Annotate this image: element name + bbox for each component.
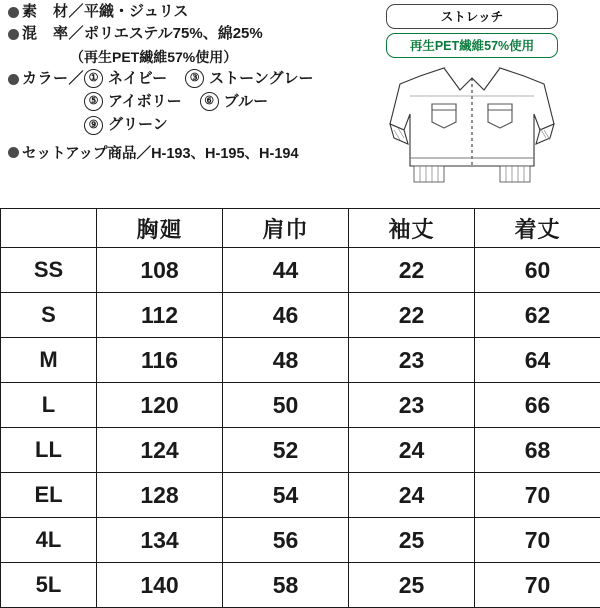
color-row (8, 69, 368, 139)
color-number-3: ③ (185, 69, 204, 88)
table-row (1, 518, 600, 563)
table-row (1, 428, 600, 473)
color-name-3: ストーングレー (209, 69, 313, 89)
shoulder-value: 48 (223, 338, 349, 383)
shoulder-value: 54 (223, 473, 349, 518)
shoulder-value: 56 (223, 518, 349, 563)
badge-recycled-pet: 再生PET繊維57%使用 (386, 33, 558, 58)
material-value: 平織・ジュリス (84, 2, 188, 22)
size-label: L (1, 383, 97, 428)
blend-label: 混 率／ (22, 24, 84, 44)
blend-row (8, 24, 368, 44)
size-label: M (1, 338, 97, 383)
shoulder-value: 58 (223, 563, 349, 608)
chest-value: 134 (97, 518, 223, 563)
table-row (1, 473, 600, 518)
size-label: 5L (1, 563, 97, 608)
color-name-9: グリーン (108, 115, 168, 135)
badge-stretch: ストレッチ (386, 4, 558, 29)
size-label: LL (1, 428, 97, 473)
size-table-header-2: 肩巾 (223, 209, 349, 248)
size-table (0, 208, 600, 608)
length-value: 66 (475, 383, 600, 428)
table-row (1, 383, 600, 428)
specification-area (0, 0, 600, 208)
size-table-wrapper (0, 208, 600, 608)
color-line-2 (84, 92, 332, 112)
setup-label: セットアップ商品／ (22, 142, 151, 163)
color-name-6: ブルー (224, 92, 268, 112)
color-number-9: ⑨ (84, 116, 103, 135)
color-name-1: ネイビー (108, 69, 167, 89)
sleeve-value: 22 (349, 248, 475, 293)
color-number-6: ⑥ (200, 92, 219, 111)
sleeve-value: 24 (349, 473, 475, 518)
length-value: 64 (475, 338, 600, 383)
chest-value: 124 (97, 428, 223, 473)
blend-sub-value: （再生PET繊維57%使用） (70, 47, 368, 67)
length-value: 60 (475, 248, 600, 293)
sleeve-value: 25 (349, 563, 475, 608)
chest-value: 116 (97, 338, 223, 383)
bullet-icon (8, 147, 19, 158)
table-row (1, 338, 600, 383)
shoulder-value: 44 (223, 248, 349, 293)
size-label: SS (1, 248, 97, 293)
bullet-icon (8, 29, 19, 40)
size-label: 4L (1, 518, 97, 563)
sleeve-value: 24 (349, 428, 475, 473)
blend-value: ポリエステル75%、綿25% (84, 24, 263, 44)
table-row (1, 563, 600, 608)
color-label: カラー／ (22, 69, 84, 89)
size-table-header-row (1, 209, 600, 248)
color-line-3 (84, 115, 332, 135)
short-sleeve-shirt-icon (348, 62, 596, 190)
size-table-header-4: 着丈 (475, 209, 600, 248)
chest-value: 112 (97, 293, 223, 338)
sleeve-value: 25 (349, 518, 475, 563)
setup-value: H-193、H-195、H-194 (151, 142, 298, 163)
table-row (1, 248, 600, 293)
shoulder-value: 50 (223, 383, 349, 428)
size-table-header-1: 胸廻 (97, 209, 223, 248)
length-value: 70 (475, 473, 600, 518)
illustration-area (348, 0, 596, 208)
bullet-icon (8, 7, 19, 18)
shoulder-value: 46 (223, 293, 349, 338)
chest-value: 120 (97, 383, 223, 428)
shoulder-value: 52 (223, 428, 349, 473)
specification-list (8, 2, 368, 163)
chest-value: 140 (97, 563, 223, 608)
length-value: 68 (475, 428, 600, 473)
chest-value: 108 (97, 248, 223, 293)
length-value: 70 (475, 518, 600, 563)
bullet-icon (8, 74, 19, 85)
color-list (84, 69, 332, 139)
material-label: 素 材／ (22, 2, 84, 22)
sleeve-value: 23 (349, 338, 475, 383)
material-row (8, 2, 368, 22)
color-line-1 (84, 69, 332, 89)
chest-value: 128 (97, 473, 223, 518)
length-value: 62 (475, 293, 600, 338)
size-label: S (1, 293, 97, 338)
table-row (1, 293, 600, 338)
length-value: 70 (475, 563, 600, 608)
color-number-5: ⑤ (84, 92, 103, 111)
color-name-5: アイボリー (108, 92, 182, 112)
setup-row (8, 142, 368, 163)
color-number-1: ① (84, 69, 103, 88)
size-label: EL (1, 473, 97, 518)
size-table-header-3: 袖丈 (349, 209, 475, 248)
size-table-header-0 (1, 209, 97, 248)
sleeve-value: 23 (349, 383, 475, 428)
sleeve-value: 22 (349, 293, 475, 338)
